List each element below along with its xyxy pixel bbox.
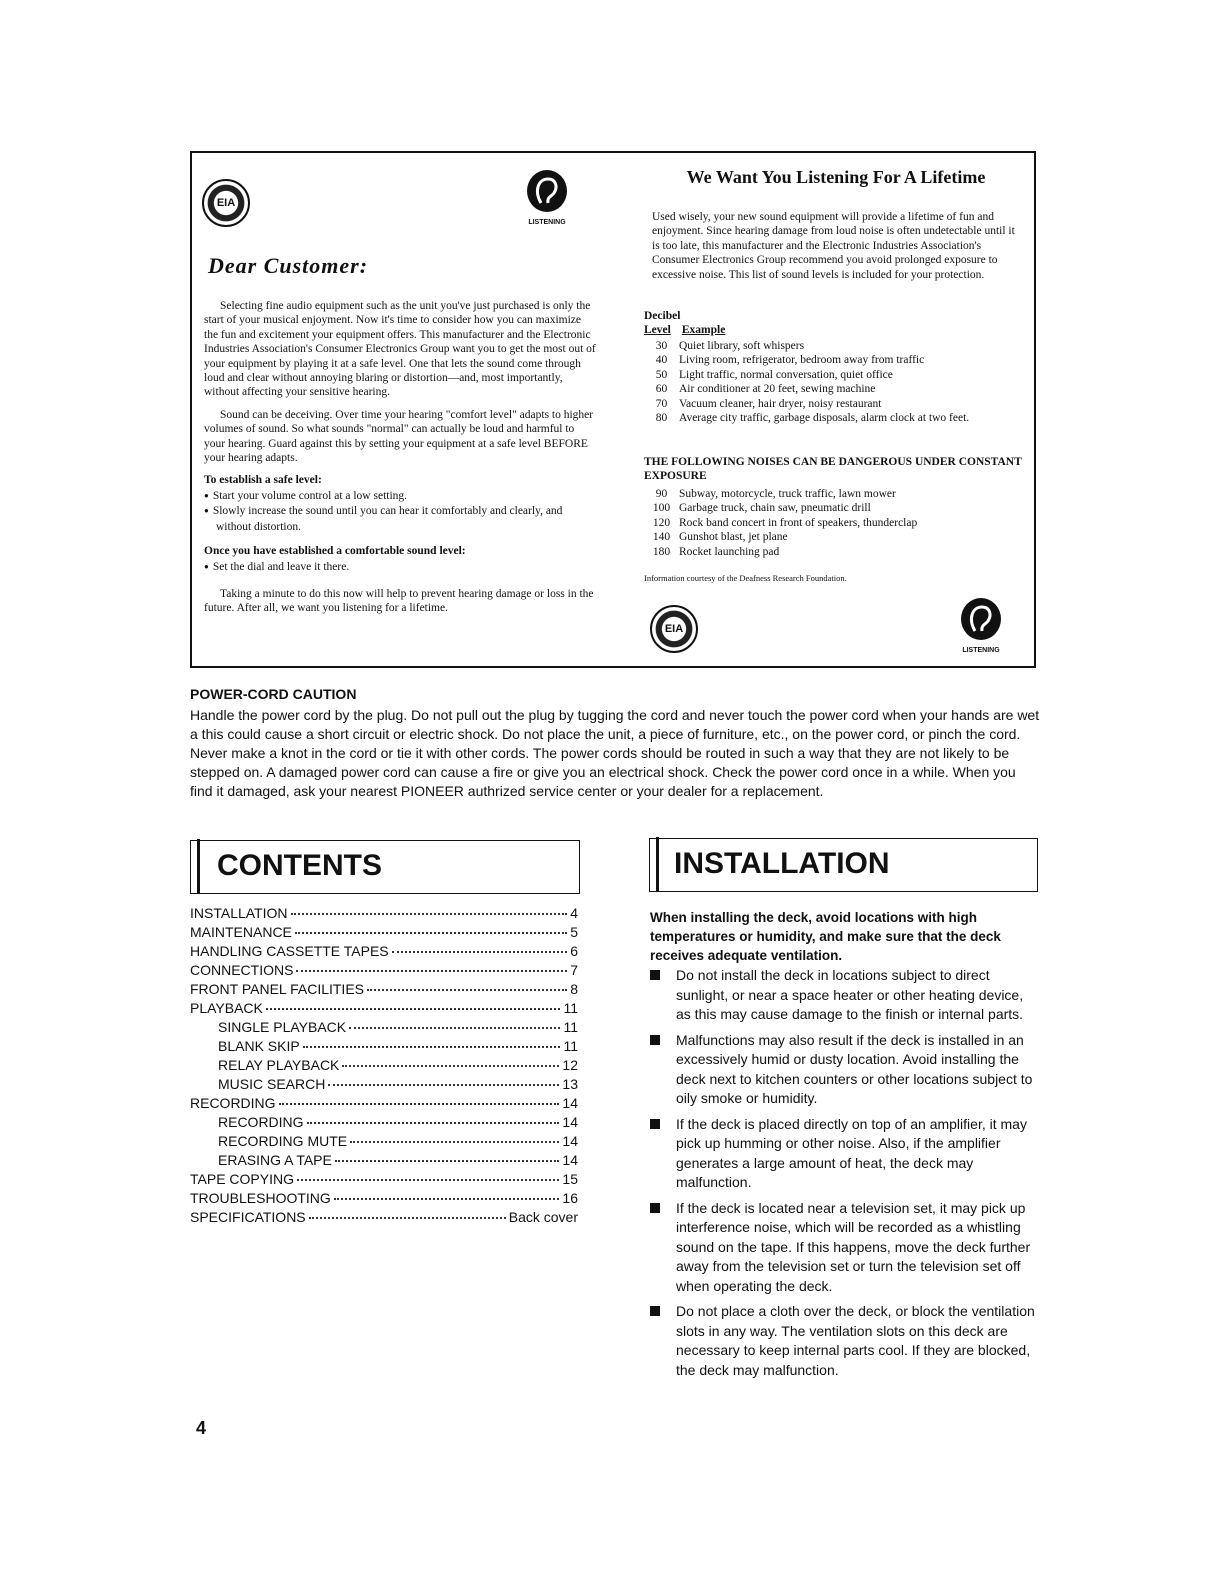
- danger-heading: THE FOLLOWING NOISES CAN BE DANGEROUS UNDER CONSTANT EXPOSURE: [644, 456, 1022, 483]
- toc-label: RECORDING: [218, 1114, 304, 1130]
- closing-paragraph: Taking a minute to do this now will help to prevent hearing damage or loss in the future. After all, we want you listening for a lifetime.: [204, 587, 594, 615]
- hearing-notice-box: [190, 151, 1036, 668]
- installation-item: [650, 1302, 1040, 1380]
- decibel-example: Garbage truck, chain saw, pneumatic drill: [679, 502, 871, 515]
- toc-page: 8: [570, 981, 578, 997]
- installation-title: INSTALLATION: [674, 847, 890, 880]
- decibel-header: [644, 309, 725, 338]
- right-intro: Used wisely, your new sound equipment will provide a lifetime of fun and enjoyment. Since hearing damage from loud noise is often undetectable until it is too late, this manufacturer and the Electronic Industries Association's Consumer Electronics Group recommend you avoid prolonged exposure to excessive noise. This list of sound levels is included for your protection.: [652, 211, 1015, 281]
- toc-entry: [190, 1113, 578, 1132]
- decibel-level: 140: [652, 531, 671, 544]
- established-step: ● Set the dial and leave it there.: [204, 560, 596, 575]
- example-label: Example: [681, 324, 726, 337]
- decibel-level: 90: [655, 488, 668, 500]
- toc-leader: [307, 1122, 560, 1124]
- toc-entry: [190, 1094, 578, 1113]
- toc-page: 7: [570, 962, 578, 978]
- square-bullet-icon: [650, 970, 660, 980]
- toc-leader: [367, 989, 567, 991]
- installation-item: [650, 1031, 1040, 1109]
- decibel-level: 100: [652, 502, 671, 515]
- decibel-example: Rocket launching pad: [679, 545, 780, 558]
- toc-entry: [190, 1018, 578, 1037]
- ear-logo-text: LISTENING: [962, 647, 1000, 654]
- toc-label: TROUBLESHOOTING: [190, 1190, 331, 1206]
- installation-lead: When installing the deck, avoid locations with high temperatures or humidity, and make sure that the deck receives adequate ventilation.: [650, 910, 1001, 963]
- decibel-level: 80: [655, 412, 668, 425]
- toc-page: 14: [562, 1095, 578, 1111]
- toc-entry: [190, 1170, 578, 1189]
- toc-entry: [190, 923, 578, 942]
- dear-customer-body: [204, 299, 596, 624]
- installation-item-text: If the deck is placed directly on top of an amplifier, it may pick up humming or other noise. Also, if the amplifier generates a large amount of heat, the deck may malfunction.: [676, 1115, 1027, 1190]
- caution-body: Handle the power cord by the plug. Do not pull out the plug by tugging the cord and never touch the power cord when your hands are wet a this could cause a short circuit or electric shock. Do not place the unit, a piece of furniture, etc., on the power cord, or pinch the cord. Never make a knot in the cord or tie it with other cords. The power cords should be routed in such a way that they are not likely to be stepped on. A damaged power cord can cause a fire or give you an electrical shock. Check the power cord once in a while. When you find it damaged, ask your nearest PIONEER authrized service center or your dealer for a replacement.: [190, 707, 1040, 799]
- decibel-row: [644, 501, 1024, 515]
- decibel-row: [644, 411, 1024, 425]
- decibel-row: [644, 397, 1024, 411]
- toc-entry: [190, 961, 578, 980]
- paragraph-1: Selecting fine audio equipment such as the unit you've just purchased is only the start of your musical enjoyment. Now it's time to consider how you can maximize the fun and excitement your equipment offers. This manufacturer and the Electronic Industries Association's Consumer Electronics Group want you to get the most out of your equipment by playing it at a safe level. One that lets the sound come through loud and clear without annoying blaring or distortion—and, most importantly, without affecting your sensitive hearing.: [204, 300, 596, 399]
- toc-page: 14: [562, 1114, 578, 1130]
- toc-label: ERASING A TAPE: [218, 1152, 332, 1168]
- installation-item: [650, 1115, 1040, 1193]
- toc-label: SINGLE PLAYBACK: [218, 1019, 347, 1035]
- decibel-example: Light traffic, normal conversation, quiet office: [679, 368, 893, 381]
- toc-leader: [297, 1179, 559, 1181]
- greeting: Dear Customer:: [208, 253, 369, 278]
- toc-page: 12: [562, 1057, 578, 1073]
- decibel-example: Average city traffic, garbage disposals, alarm clock at two feet.: [679, 412, 970, 425]
- toc-label: PLAYBACK: [190, 1000, 263, 1016]
- contents-title: CONTENTS: [217, 849, 382, 882]
- decibel-example: Quiet library, soft whispers: [679, 340, 805, 352]
- table-of-contents: [190, 904, 578, 1227]
- decibel-row: [644, 530, 1024, 544]
- toc-entry: [190, 1075, 578, 1094]
- toc-label: INSTALLATION: [190, 905, 288, 921]
- right-title: We Want You Listening For A Lifetime: [686, 167, 986, 187]
- toc-page: 11: [563, 1019, 578, 1035]
- toc-entry: [190, 942, 578, 961]
- safe-level-step: ● Start your volume control at a low setting.: [204, 489, 596, 504]
- safe-level-heading: To establish a safe level:: [204, 474, 322, 487]
- installation-item-text: Malfunctions may also result if the deck is installed in an excessively humid or dusty location. Avoid installing the deck next to kitchen counters or other locations subject to oily smoke or humidity.: [676, 1031, 1033, 1106]
- decibel-example: Gunshot blast, jet plane: [679, 531, 788, 544]
- toc-label: SPECIFICATIONS: [190, 1209, 306, 1225]
- toc-page: 13: [562, 1076, 578, 1092]
- toc-label: RECORDING: [190, 1095, 276, 1111]
- square-bullet-icon: [650, 1203, 660, 1213]
- toc-entry: [190, 1208, 578, 1227]
- caution-title: POWER-CORD CAUTION: [190, 686, 357, 702]
- decibel-row: [644, 487, 1024, 501]
- toc-label: MAINTENANCE: [190, 924, 292, 940]
- dear-customer-panel: [192, 153, 607, 666]
- toc-page: 14: [562, 1133, 578, 1149]
- eia-seal-logo: EIA: [202, 179, 250, 227]
- credit-line: Information courtesy of the Deafness Research Foundation.: [644, 573, 847, 583]
- decibel-row: [644, 353, 1024, 367]
- page-number: 4: [196, 1418, 207, 1438]
- decibel-level: 50: [655, 368, 668, 381]
- power-cord-caution: [190, 686, 1040, 801]
- installation-item: [650, 966, 1040, 1025]
- toc-page: 6: [570, 943, 578, 959]
- toc-page: 15: [562, 1171, 578, 1187]
- toc-entry: [190, 904, 578, 923]
- decibel-levels-table: [644, 339, 1024, 425]
- installation-title-box: [649, 838, 1038, 892]
- decibel-label: Decibel: [644, 310, 681, 322]
- toc-leader: [303, 1046, 561, 1048]
- toc-leader: [291, 913, 568, 915]
- toc-page: 5: [570, 924, 578, 940]
- toc-label: BLANK SKIP: [218, 1038, 300, 1054]
- contents-title-box: [190, 840, 580, 894]
- ear-listening-logo: [524, 169, 570, 229]
- toc-page: 16: [562, 1190, 578, 1206]
- installation-item-text: Do not install the deck in locations subject to direct sunlight, or near a space heater or other heating device, as this may cause damage to the finish or internal parts.: [676, 967, 1024, 1022]
- installation-list: [650, 966, 1040, 1386]
- decibel-example: Living room, refrigerator, bedroom away from traffic: [679, 354, 925, 367]
- installation-item: [650, 1199, 1040, 1297]
- toc-leader: [334, 1198, 560, 1200]
- established-heading: Once you have established a comfortable sound level:: [204, 545, 466, 558]
- toc-leader: [296, 970, 567, 972]
- decibel-row: [644, 382, 1024, 396]
- decibel-level: 40: [655, 354, 668, 367]
- toc-leader: [266, 1008, 561, 1010]
- decibel-example: Rock band concert in front of speakers, thunderclap: [679, 516, 918, 529]
- toc-entry: [190, 980, 578, 999]
- toc-entry: [190, 1056, 578, 1075]
- decibel-level: 180: [652, 545, 671, 558]
- decibel-level: 70: [655, 397, 668, 410]
- toc-entry: [190, 1037, 578, 1056]
- toc-leader: [279, 1103, 560, 1105]
- decibel-row: [644, 368, 1024, 382]
- toc-page: 11: [563, 1000, 578, 1016]
- toc-page: 14: [562, 1152, 578, 1168]
- toc-leader: [309, 1217, 506, 1219]
- toc-entry: [190, 1132, 578, 1151]
- decibel-level: 60: [655, 383, 668, 396]
- toc-leader: [350, 1141, 559, 1143]
- eia-seal-logo-bottom: EIA: [650, 605, 698, 653]
- decibel-example: Subway, motorcycle, truck traffic, lawn mower: [679, 488, 896, 500]
- toc-page: 11: [563, 1038, 578, 1054]
- toc-leader: [342, 1065, 559, 1067]
- toc-leader: [295, 932, 567, 934]
- square-bullet-icon: [650, 1119, 660, 1129]
- toc-page: 4: [570, 905, 578, 921]
- square-bullet-icon: [650, 1306, 660, 1316]
- listening-lifetime-panel: [638, 153, 1034, 666]
- toc-label: CONNECTIONS: [190, 962, 294, 978]
- safe-level-step: ● Slowly increase the sound until you can hear it comfortably and clearly, and without distortion.: [204, 504, 596, 534]
- toc-label: RECORDING MUTE: [218, 1133, 348, 1149]
- ear-listening-logo-bottom: [958, 597, 1004, 657]
- toc-leader: [335, 1160, 560, 1162]
- toc-leader: [392, 951, 568, 953]
- decibel-row: [644, 516, 1024, 530]
- decibel-example: Air conditioner at 20 feet, sewing machine: [679, 383, 876, 396]
- danger-levels-table: [644, 487, 1024, 559]
- installation-item-text: Do not place a cloth over the deck, or block the ventilation slots in any way. The ventilation slots on this deck are necessary to keep internal parts cool. If they are blocked, the deck may malfunction.: [676, 1303, 1035, 1378]
- decibel-level: 120: [652, 516, 671, 529]
- toc-entry: [190, 1189, 578, 1208]
- decibel-level: 30: [655, 340, 668, 352]
- toc-leader: [349, 1027, 560, 1029]
- toc-entry: [190, 999, 578, 1018]
- toc-label: MUSIC SEARCH: [218, 1076, 326, 1092]
- toc-label: RELAY PLAYBACK: [218, 1057, 340, 1073]
- toc-page: Back cover: [508, 1209, 578, 1225]
- square-bullet-icon: [650, 1035, 660, 1045]
- toc-label: TAPE COPYING: [190, 1171, 294, 1187]
- toc-leader: [328, 1084, 559, 1086]
- level-label: Level: [644, 324, 671, 337]
- paragraph-2: Sound can be deceiving. Over time your hearing "comfort level" adapts to higher volumes of sound. So what sounds "normal" can actually be loud and harmful to your hearing. Guard against this by setting your equipment at a safe level BEFORE your hearing adapts.: [204, 408, 594, 465]
- toc-label: FRONT PANEL FACILITIES: [190, 981, 365, 997]
- installation-item-text: If the deck is located near a television set, it may pick up interference noise, which will be recorded as a whistling sound on the tape. If this happens, move the deck further away from the television set or turn the television set off when operating the deck.: [676, 1199, 1031, 1294]
- ear-logo-text: LISTENING: [528, 219, 566, 226]
- toc-entry: [190, 1151, 578, 1170]
- decibel-example: Vacuum cleaner, hair dryer, noisy restaurant: [679, 397, 882, 410]
- toc-label: HANDLING CASSETTE TAPES: [190, 943, 389, 959]
- decibel-row: [644, 339, 1024, 353]
- decibel-row: [644, 545, 1024, 559]
